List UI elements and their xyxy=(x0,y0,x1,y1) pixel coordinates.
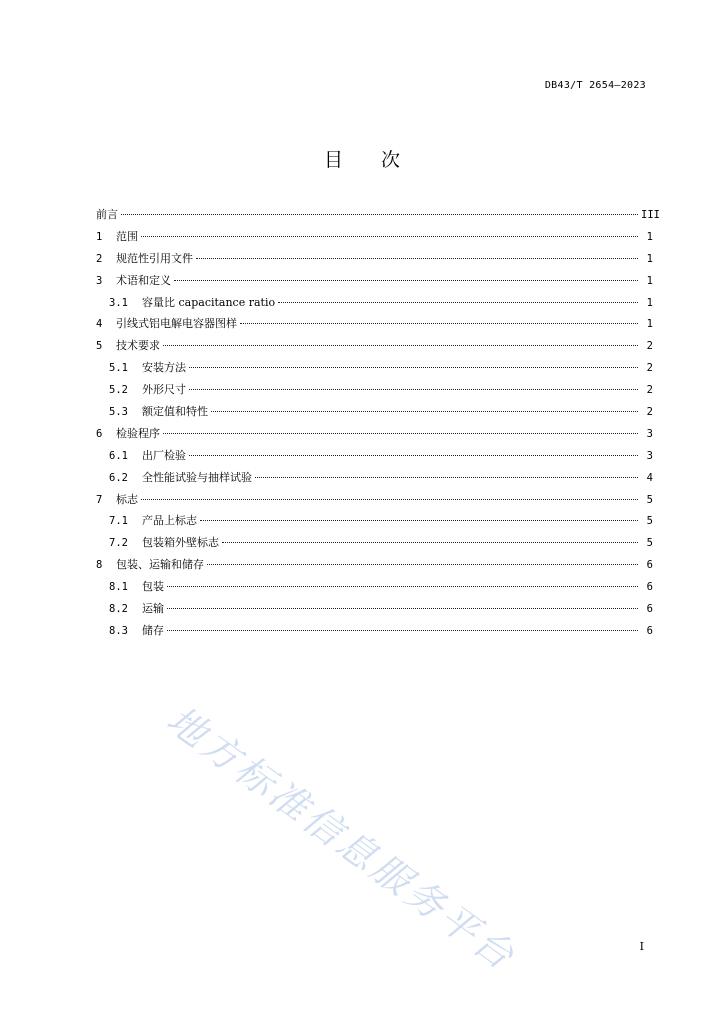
toc-entry-page: 6 xyxy=(646,624,653,637)
toc-entry-number: 1 xyxy=(96,230,103,243)
toc-entry-page: 2 xyxy=(646,362,653,375)
toc-dot-leader xyxy=(174,280,638,281)
toc-entry-label: 额定值和特性 xyxy=(142,405,208,419)
toc-entry-number: 8.3 xyxy=(109,624,128,637)
toc-entry-label: 引线式铝电解电容器图样 xyxy=(116,317,237,331)
toc-entry-number: 6.2 xyxy=(109,471,128,484)
toc-entry-label: 包装、运输和储存 xyxy=(116,558,204,572)
toc-entry-number: 5.1 xyxy=(109,362,128,375)
toc-entry-label: 包装 xyxy=(142,580,164,594)
toc-dot-leader xyxy=(255,477,638,478)
toc-dot-leader xyxy=(211,411,638,412)
toc-entry[interactable] xyxy=(96,532,653,554)
toc-dot-leader xyxy=(189,389,638,390)
toc-entry-number: 7 xyxy=(96,493,103,506)
toc-entry-label: 范围 xyxy=(116,229,138,243)
toc-entry-page: 6 xyxy=(646,559,653,572)
toc-entry-page: 1 xyxy=(646,274,653,287)
toc-entry[interactable] xyxy=(96,270,653,292)
toc-entry-label: 规范性引用文件 xyxy=(116,251,193,265)
toc-entry-page: 5 xyxy=(646,537,653,550)
toc-entry-number: 4 xyxy=(96,318,103,331)
toc-entry-label: 前言 xyxy=(96,208,118,221)
toc-entry[interactable] xyxy=(96,379,653,401)
toc-entry[interactable] xyxy=(96,401,653,423)
toc-entry-label: 安装方法 xyxy=(142,361,186,375)
toc-entry-page: 1 xyxy=(646,230,653,243)
toc-entry-page: 3 xyxy=(646,427,653,440)
toc-entry[interactable] xyxy=(96,554,653,576)
page-title: 目次 xyxy=(323,149,438,171)
toc-entry[interactable] xyxy=(96,248,653,270)
toc-entry[interactable] xyxy=(96,313,653,335)
toc-entry-page: 1 xyxy=(646,252,653,265)
toc-entry-number: 3.1 xyxy=(109,296,128,309)
toc-entry[interactable] xyxy=(96,292,653,314)
toc-entry-page: 2 xyxy=(646,406,653,419)
toc-dot-leader xyxy=(167,608,638,609)
toc-dot-leader xyxy=(222,542,638,543)
toc-entry[interactable] xyxy=(96,423,653,445)
toc-entry[interactable] xyxy=(96,357,653,379)
toc-entry-number: 5 xyxy=(96,340,103,353)
toc-entry[interactable] xyxy=(96,620,653,642)
toc-entry-label: 包装箱外壁标志 xyxy=(142,536,219,550)
toc-entry-number: 7.2 xyxy=(109,537,128,550)
toc-entry[interactable] xyxy=(96,598,653,620)
toc-entry-label: 储存 xyxy=(142,623,164,637)
toc-entry[interactable] xyxy=(96,510,653,532)
toc-entry[interactable] xyxy=(96,489,653,511)
toc-entry-number: 8.2 xyxy=(109,603,128,616)
toc-dot-leader xyxy=(167,586,638,587)
toc-dot-leader xyxy=(200,520,638,521)
toc-entry-page: 6 xyxy=(646,581,653,594)
standard-code: DB43/T 2654—2023 xyxy=(544,80,646,91)
toc-entry-label: 运输 xyxy=(142,602,164,616)
toc-entry-page: 1 xyxy=(646,296,653,309)
toc-entry-label: 全性能试验与抽样试验 xyxy=(142,470,252,484)
toc-entry-label: 容量比 capacitance ratio xyxy=(142,295,276,309)
toc-dot-leader xyxy=(189,455,638,456)
toc-entry-page: 1 xyxy=(646,318,653,331)
toc-entry[interactable] xyxy=(96,226,653,248)
toc-entry-number: 7.1 xyxy=(109,515,128,528)
toc-entry-label: 标志 xyxy=(116,492,138,506)
toc-entry-label: 出厂检验 xyxy=(142,448,186,462)
toc-entry-page: 6 xyxy=(646,603,653,616)
toc-entry-number: 6.1 xyxy=(109,449,128,462)
toc-dot-leader xyxy=(278,302,638,303)
toc-entry-page: 2 xyxy=(646,340,653,353)
toc-entry-page: III xyxy=(641,209,660,221)
toc-entry-page: 3 xyxy=(646,449,653,462)
footer-page-number: I xyxy=(639,940,644,953)
watermark: 地方标准信息服务平台 xyxy=(158,697,525,980)
toc-dot-leader xyxy=(163,433,638,434)
toc-entry-label: 外形尺寸 xyxy=(142,383,186,397)
toc-dot-leader xyxy=(189,367,638,368)
toc-entry-label: 产品上标志 xyxy=(142,514,197,528)
toc-entry-number: 3 xyxy=(96,274,103,287)
toc-dot-leader xyxy=(240,323,638,324)
toc-dot-leader xyxy=(167,630,638,631)
toc-dot-leader xyxy=(196,258,638,259)
toc-entry-page: 4 xyxy=(646,471,653,484)
toc-entry[interactable] xyxy=(96,445,653,467)
toc-dot-leader xyxy=(141,499,638,500)
toc-entry-number: 2 xyxy=(96,252,103,265)
toc-entry-label: 技术要求 xyxy=(116,339,160,353)
toc-entry-number: 8 xyxy=(96,559,103,572)
toc-entry-page: 5 xyxy=(646,493,653,506)
toc-dot-leader xyxy=(121,214,638,215)
toc-entry-number: 8.1 xyxy=(109,581,128,594)
toc-entry[interactable] xyxy=(96,204,660,226)
toc-dot-leader xyxy=(163,345,638,346)
toc-entry-label: 检验程序 xyxy=(116,426,160,440)
toc-entry-page: 2 xyxy=(646,384,653,397)
toc-entry-number: 5.3 xyxy=(109,406,128,419)
toc-entry-number: 6 xyxy=(96,427,103,440)
table-of-contents xyxy=(96,204,660,642)
toc-entry[interactable] xyxy=(96,467,653,489)
toc-entry[interactable] xyxy=(96,576,653,598)
toc-dot-leader xyxy=(141,236,638,237)
toc-dot-leader xyxy=(207,564,638,565)
toc-entry-label: 术语和定义 xyxy=(116,273,171,287)
toc-entry[interactable] xyxy=(96,335,653,357)
toc-entry-number: 5.2 xyxy=(109,384,128,397)
toc-entry-page: 5 xyxy=(646,515,653,528)
